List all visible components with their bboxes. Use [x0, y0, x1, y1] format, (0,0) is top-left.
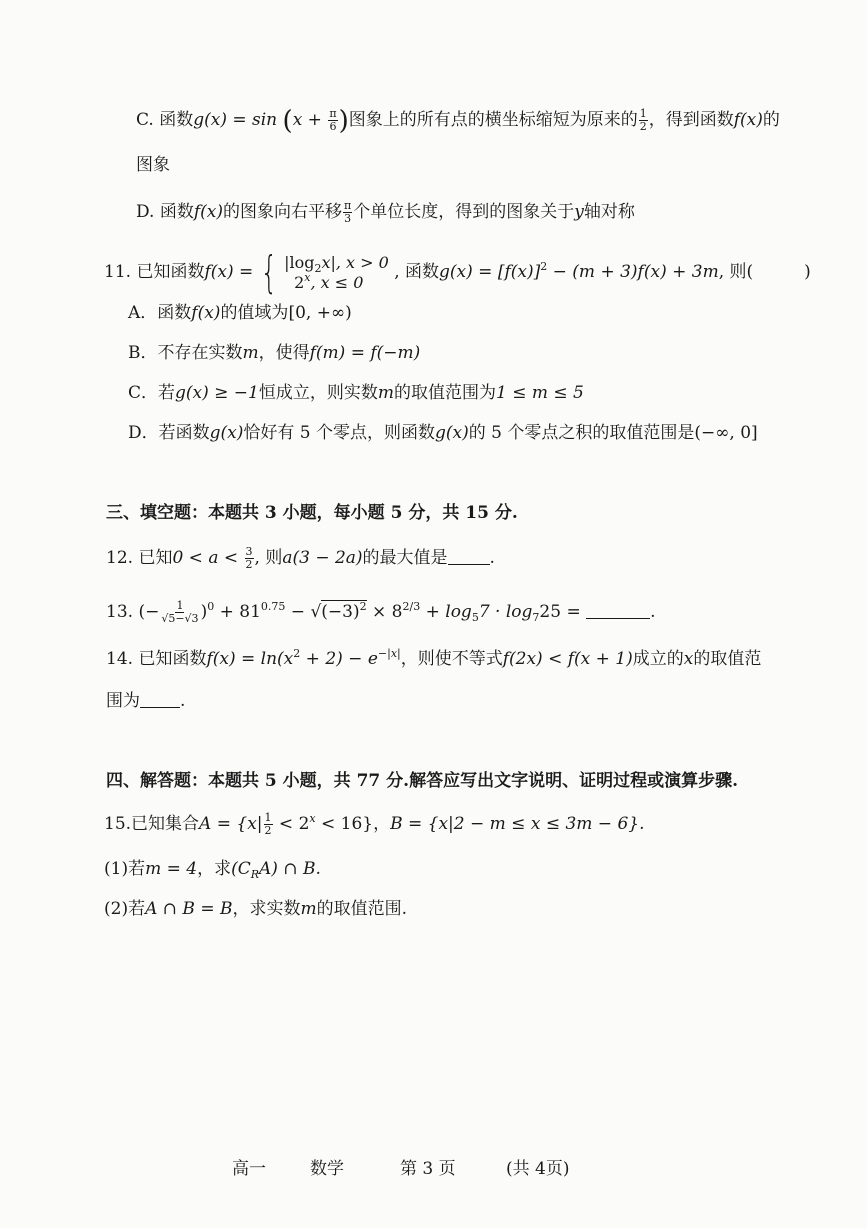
section-4-title: 四、解答题：本题共 5 小题，共 77 分.解答应写出文字说明、证明过程或演算步骤.: [106, 771, 738, 791]
q13-p4: × 8: [366, 602, 403, 622]
q15-p1-expr-b: A) ∩ B.: [259, 859, 321, 879]
q11d-range: (−∞, 0]: [694, 423, 758, 443]
q11b-mid: ，使得: [258, 343, 310, 363]
q11-mid: , 函数: [394, 262, 440, 282]
q14-line2-text: 围为: [106, 691, 140, 711]
q10c-half: [639, 108, 648, 133]
q13-sqrt-sup: 2: [359, 600, 367, 613]
q15-half-num: 1: [264, 811, 272, 824]
q13-sqrt-in: (−3): [321, 602, 360, 622]
q13-p6-sub: 7: [532, 611, 540, 624]
q12-prefix: 12. 已知: [106, 548, 173, 568]
q14-fx: f(x) = ln(x: [206, 649, 294, 669]
q10d-mid: 的图象向右平移: [223, 202, 342, 222]
q13-sqrt-sign: √: [310, 602, 322, 622]
q10c-post-text: ，得到函数: [648, 110, 734, 130]
q15-half: [264, 812, 273, 837]
q11a-fx: f(x): [191, 303, 221, 323]
q10-option-c: [136, 106, 780, 136]
q14-mid2: 成立的: [632, 649, 684, 669]
q10c-paren-close: ): [338, 106, 349, 136]
q10d-3: 3: [344, 212, 352, 225]
q10d-end: 轴对称: [583, 202, 635, 222]
q13-p5: + log: [420, 602, 472, 622]
q10c-pi-over-6: [328, 108, 337, 133]
q15-prefix: 15.已知集合: [104, 814, 200, 834]
q11a-mid: 的值域为: [220, 303, 289, 323]
q15-p1-expr-sub: R: [250, 868, 260, 881]
q10c-fx: f(x): [733, 110, 763, 130]
q13-p3: −: [285, 602, 311, 622]
q11-rest: − (m + 3)f(x) + 3m: [547, 262, 719, 282]
q15-p2-cond: A ∩ B = B: [145, 899, 233, 919]
footer-subject: 数学: [310, 1159, 344, 1179]
q14-end: 的取值范: [693, 649, 762, 669]
q10c-half-den: 2: [639, 120, 647, 133]
q11d-prefix: D．若函数: [128, 423, 210, 443]
q11-case1: [284, 253, 389, 273]
q13-p1: ): [200, 602, 208, 622]
q10d-fx: f(x): [193, 202, 223, 222]
q14-line2: [106, 690, 185, 712]
q15-part-2: [104, 898, 407, 920]
q11-case2-a: 2: [294, 272, 305, 292]
q11a-prefix: A．函数: [128, 303, 192, 323]
q15-a-sup: x: [309, 812, 316, 825]
q11-gx: g(x) = [f(x)]: [439, 262, 541, 282]
q11c-mid: 恒成立，则实数: [258, 383, 378, 403]
q12-end: 的最大值是: [362, 548, 448, 568]
q10c-6: 6: [329, 120, 337, 133]
q15-p1-mid: ，求: [197, 859, 232, 879]
q11c-mid2: 的取值范围为: [394, 383, 496, 403]
q10d-y: y: [574, 202, 584, 222]
q15-set-a: A = {x|: [199, 814, 263, 834]
q13-period: .: [650, 602, 656, 622]
q13-frac: [160, 600, 199, 625]
q10d-mid2: 个单位长度，得到的图象关于: [353, 202, 575, 222]
q15-set-b: B = {x|2 − m ≤ x ≤ 3m − 6}.: [390, 814, 645, 834]
section-3-title: 三、填空题：本题共 3 小题，每小题 5 分，共 15 分.: [106, 503, 518, 523]
q10c-end: 的: [762, 110, 780, 130]
q12-frac: [245, 546, 254, 571]
q11-option-d: [128, 422, 758, 444]
q15-p1-cond: m = 4: [145, 859, 198, 879]
q14-mid: ，则使不等式: [400, 649, 503, 669]
q11b-m: m: [242, 343, 259, 363]
q10c-middle-text: 图象上的所有点的横坐标缩短为原来的: [348, 110, 638, 130]
q11-case1-sub: 2: [314, 261, 322, 275]
q11-case1-a: |log: [284, 252, 315, 272]
q12-num: 3: [245, 545, 253, 558]
q11-end: , 则( ): [718, 262, 811, 282]
q15-p2-mid: ，求实数: [232, 899, 301, 919]
q11-case1-b: x|, x > 0: [321, 252, 389, 272]
q11b-eq: f(m) = f(−m): [309, 343, 421, 363]
q15-part-1: [104, 858, 321, 880]
q11c-range: 1 ≤ m ≤ 5: [496, 383, 584, 403]
q15-half-den: 2: [264, 824, 272, 837]
footer-total-pages: (共 4页): [506, 1159, 570, 1179]
q13-p5-sub: 5: [471, 611, 479, 624]
q11d-gx: g(x): [209, 423, 244, 443]
q13-sqrt-body: [321, 600, 366, 622]
q13-p2: + 81: [214, 602, 261, 622]
q14-x: x: [683, 649, 694, 669]
q13-p2-sup: 0.75: [260, 600, 286, 613]
q11-prefix: 11. 已知函数: [104, 262, 205, 282]
q10c-half-num: 1: [639, 107, 647, 120]
q11b-prefix: B．不存在实数: [128, 343, 243, 363]
q10-option-d: [136, 200, 635, 225]
q14-sq: 2: [293, 647, 301, 660]
q13-prefix: 13. (−: [106, 602, 160, 622]
footer-page-number: 第 3 页: [400, 1159, 456, 1179]
q11c-m: m: [377, 383, 394, 403]
q13: [106, 600, 656, 625]
q11-fx: f(x) =: [204, 262, 254, 282]
q10c-g: g(x) = sin: [193, 110, 278, 130]
q13-p7: 25 =: [539, 602, 587, 622]
q11-option-a: [128, 302, 352, 324]
q12-period: .: [489, 548, 495, 568]
q14-ineq: f(2x) < f(x + 1): [502, 649, 633, 669]
q13-p4-sup: 2/3: [402, 600, 421, 613]
q11c-cond: g(x) ≥ −1: [175, 383, 259, 403]
q10c-x: x +: [292, 110, 322, 130]
q15-p1-expr-a: (C: [231, 859, 251, 879]
q13-p1-sup: 0: [207, 600, 215, 613]
q11c-prefix: C．若: [128, 383, 176, 403]
q11-sq: 2: [540, 260, 548, 273]
q11-case2: [284, 270, 389, 293]
q15-p2-end: 的取值范围.: [316, 899, 407, 919]
q15-p2-m: m: [300, 899, 317, 919]
q11-cases: [284, 253, 389, 293]
q10d-pi: π: [344, 199, 352, 212]
q11d-end: 的 5 个零点之积的取值范围是: [468, 423, 695, 443]
q10c-paren-open: (: [282, 106, 293, 136]
q15-a-mid: < 2: [273, 814, 310, 834]
q14: [106, 648, 761, 670]
q11d-gx2: g(x): [435, 423, 469, 443]
q11-option-c: [128, 382, 584, 404]
q10c-pi: π: [329, 107, 337, 120]
q11-stem: [104, 246, 811, 298]
q13-p6: 7 · log: [478, 602, 533, 622]
q13-frac-num: 1: [176, 599, 184, 612]
q14-prefix: 14. 已知函数: [106, 649, 207, 669]
q14-exp: −|x|: [377, 647, 401, 660]
footer-grade: 高一: [232, 1159, 266, 1179]
q13-answer-blank[interactable]: [586, 602, 650, 619]
q14-rest: + 2) − e: [300, 649, 378, 669]
q14-answer-blank[interactable]: [140, 691, 180, 708]
q15-stem: [104, 812, 645, 837]
q12-expr: a(3 − 2a): [282, 548, 363, 568]
q11-brace: {: [260, 246, 278, 298]
q15-a-end: < 16}，: [315, 814, 391, 834]
q11a-range: [0, +∞): [288, 303, 352, 323]
q12-den: 2: [245, 558, 253, 571]
q10d-pi-over-3: [343, 200, 352, 225]
q15-p2-prefix: (2)若: [104, 899, 146, 919]
q10-option-c-line2: 图象: [136, 155, 170, 175]
q12-mid: , 则: [254, 548, 283, 568]
q11-option-b: [128, 342, 420, 364]
q14-period: .: [180, 691, 186, 711]
q10c-prefix: C. 函数: [136, 110, 194, 130]
q12: [106, 546, 495, 571]
q11-case2-sup: x: [304, 270, 311, 284]
q11d-mid: 恰好有 5 个零点，则函数: [243, 423, 435, 443]
q12-cond: 0 < a <: [172, 548, 239, 568]
q10d-prefix: D. 函数: [136, 202, 194, 222]
q13-frac-den: √5−√3: [161, 612, 199, 625]
q15-p1-prefix: (1)若: [104, 859, 146, 879]
q11-case2-b: , x ≤ 0: [310, 272, 364, 292]
q12-answer-blank[interactable]: [448, 548, 490, 565]
